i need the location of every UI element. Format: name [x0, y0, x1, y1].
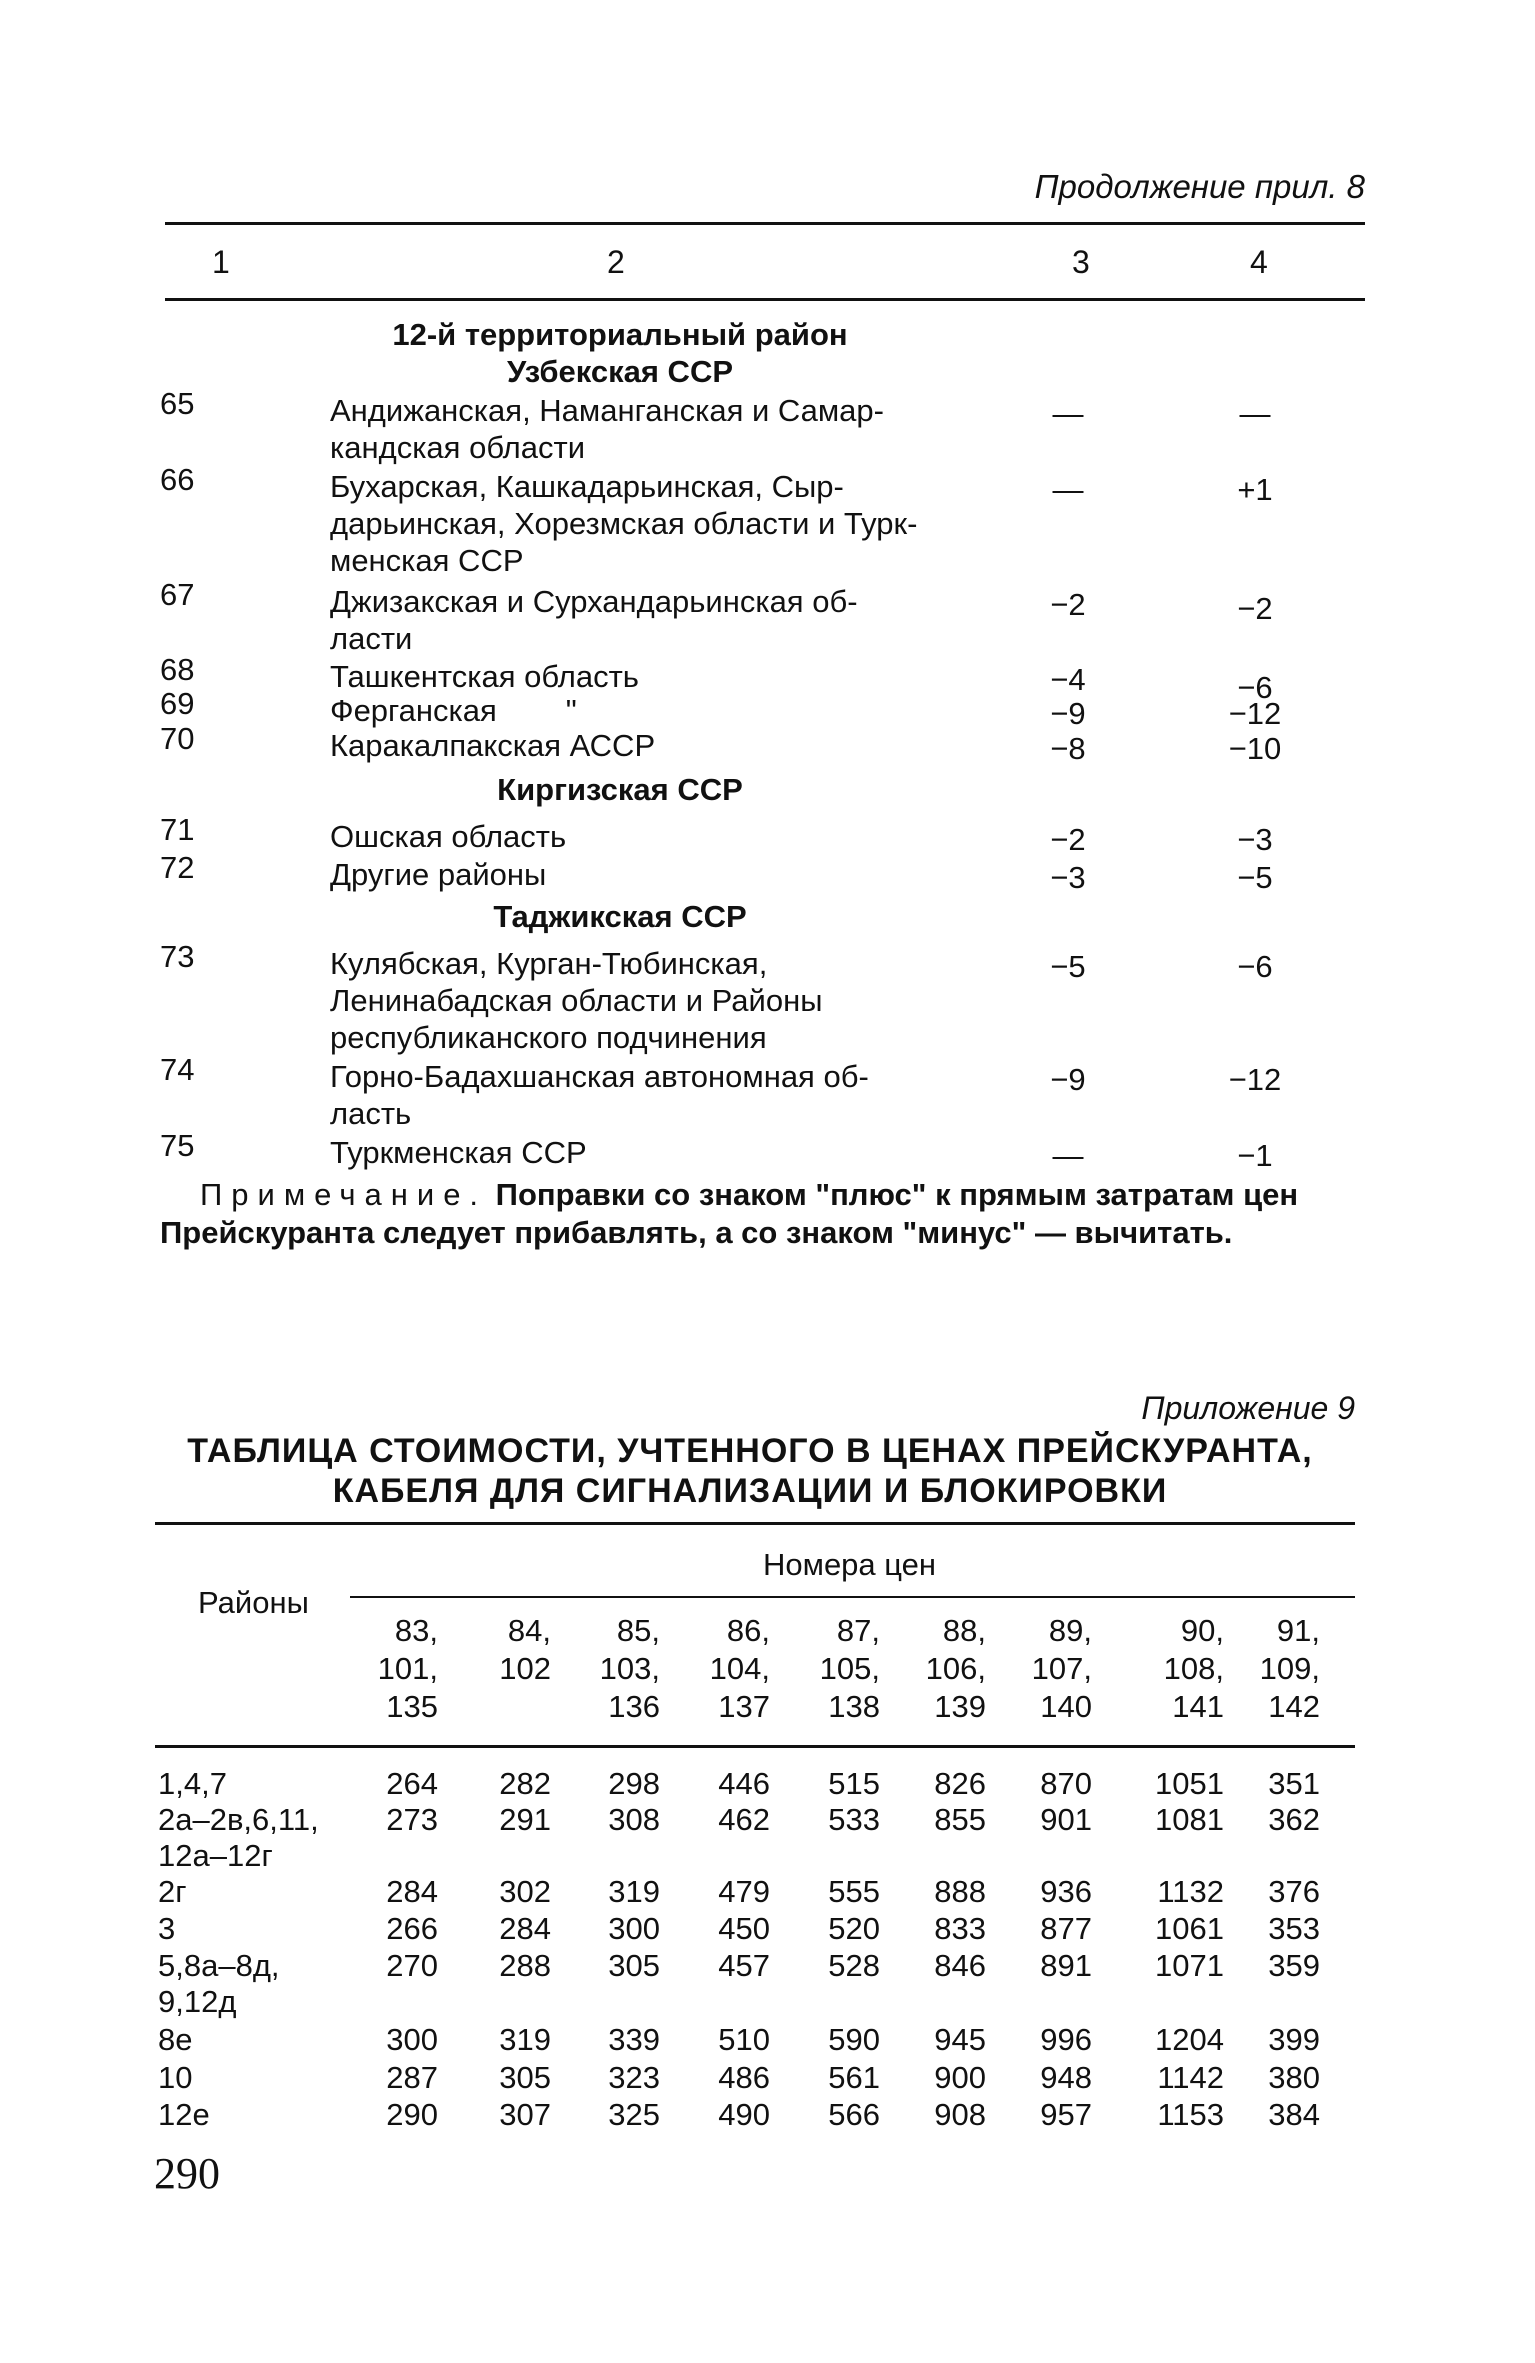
- table1-header-col3: 3: [1072, 244, 1090, 280]
- region-label: 8е: [158, 2022, 193, 2057]
- row-description: Ошская область: [330, 819, 567, 854]
- table1-top-rule: [165, 222, 1365, 225]
- row-value-col4: −3: [1237, 822, 1273, 857]
- price-number-column-header: [1220, 1612, 1320, 1726]
- price-number-column-header: [992, 1612, 1092, 1726]
- row-number: 74: [160, 1052, 195, 1087]
- price-number-column-header: [670, 1612, 770, 1726]
- price-value: 462: [718, 1802, 770, 1837]
- row-value-col4: —: [1239, 396, 1271, 431]
- price-value: 384: [1268, 2097, 1320, 2132]
- price-value: 376: [1268, 1874, 1320, 1909]
- row-value-col3: −3: [1050, 860, 1086, 895]
- row-number: 69: [160, 686, 195, 721]
- price-number-column-header: [560, 1612, 660, 1726]
- price-value: 1081: [1155, 1802, 1224, 1837]
- price-value: 945: [934, 2022, 986, 2057]
- price-value: 561: [828, 2060, 880, 2095]
- price-value: 996: [1040, 2022, 1092, 2057]
- price-value: 399: [1268, 2022, 1320, 2057]
- price-value: 305: [608, 1948, 660, 1983]
- row-value-col4: −6: [1237, 670, 1273, 705]
- price-value: 1204: [1155, 2022, 1224, 2057]
- price-value: 298: [608, 1766, 660, 1801]
- price-value: 891: [1040, 1948, 1092, 1983]
- price-number-column-header: [451, 1612, 551, 1726]
- page-number: 290: [154, 2149, 220, 2198]
- row-description: Кулябская, Курган-Тюбинская, Ленинабадская области и Районы республиканского подчинения: [330, 946, 823, 1055]
- table1-header-rule: [165, 298, 1365, 301]
- price-value: 1061: [1155, 1911, 1224, 1946]
- row-description: Другие районы: [330, 857, 547, 892]
- price-number: 141: [1172, 1689, 1224, 1724]
- price-number: 103,: [599, 1651, 660, 1686]
- row-value-col4: −12: [1228, 1062, 1282, 1097]
- row-value-col3: —: [1052, 1138, 1084, 1173]
- table2-top-rule: [155, 1522, 1355, 1525]
- price-value: 307: [499, 2097, 551, 2132]
- price-value: 284: [499, 1911, 551, 1946]
- appendix-title-line1: ТАБЛИЦА СТОИМОСТИ, УЧТЕННОГО В ЦЕНАХ ПРЕЙСКУРАНТА,: [187, 1432, 1313, 1470]
- price-number: 142: [1268, 1689, 1320, 1724]
- price-value: 1051: [1155, 1766, 1224, 1801]
- table2-header-rule: [155, 1745, 1355, 1748]
- price-number-column-header: [780, 1612, 880, 1726]
- price-number: 89,: [1048, 1613, 1092, 1648]
- price-value: 1071: [1155, 1948, 1224, 1983]
- row-number: 66: [160, 462, 195, 497]
- price-number: 91,: [1276, 1613, 1320, 1648]
- row-value-col4: −10: [1228, 731, 1282, 766]
- price-number: 86,: [726, 1613, 770, 1648]
- row-value-col3: —: [1052, 396, 1084, 431]
- price-value: 273: [386, 1802, 438, 1837]
- row-number: 75: [160, 1128, 195, 1163]
- row-value-col4: −2: [1237, 591, 1273, 626]
- region-label: 2г: [158, 1874, 187, 1909]
- region-label: 2а–2в,6,11, 12а–12г: [158, 1802, 319, 1873]
- price-value: 359: [1268, 1948, 1320, 1983]
- price-number-column-header: [886, 1612, 986, 1726]
- section-title: Таджикская ССР: [493, 899, 747, 934]
- price-value: 555: [828, 1874, 880, 1909]
- appendix-title-line2: КАБЕЛЯ ДЛЯ СИГНАЛИЗАЦИИ И БЛОКИРОВКИ: [332, 1472, 1168, 1510]
- price-number: 106,: [925, 1651, 986, 1686]
- price-value: 1153: [1157, 2097, 1224, 2132]
- row-description: Туркменская ССР: [330, 1135, 587, 1170]
- row-value-col4: +1: [1237, 472, 1273, 507]
- table1-note: [160, 1176, 1299, 1252]
- price-value: 457: [718, 1948, 770, 1983]
- price-value: 290: [386, 2097, 438, 2132]
- row-number: 67: [160, 577, 195, 612]
- price-value: 846: [934, 1948, 986, 1983]
- price-value: 325: [608, 2097, 660, 2132]
- row-value-col4: −1: [1237, 1138, 1273, 1173]
- price-value: 877: [1040, 1911, 1092, 1946]
- row-description: Бухарская, Кашкадарьинская, Сыр- дарьинская, Хорезмская области и Турк- менская ССР: [330, 469, 918, 578]
- row-value-col3: −9: [1050, 1062, 1086, 1097]
- row-description: Каракалпакская АССР: [330, 728, 656, 763]
- region-label: 1,4,7: [158, 1766, 227, 1801]
- price-value: 362: [1268, 1802, 1320, 1837]
- price-value: 323: [608, 2060, 660, 2095]
- price-number-column-header: [338, 1612, 438, 1726]
- price-value: 284: [386, 1874, 438, 1909]
- price-value: 855: [934, 1802, 986, 1837]
- note-line1: Поправки со знаком "плюс" к прямым затратам цен: [495, 1177, 1299, 1212]
- price-value: 957: [1040, 2097, 1092, 2132]
- price-number: 101,: [377, 1651, 438, 1686]
- row-description: Андижанская, Наманганская и Самар- кандская области: [330, 393, 884, 465]
- price-value: 264: [386, 1766, 438, 1801]
- region-label: 10: [158, 2060, 193, 2095]
- price-number: 107,: [1031, 1651, 1092, 1686]
- price-number: 138: [828, 1689, 880, 1724]
- price-number: 139: [934, 1689, 986, 1724]
- row-value-col3: −9: [1050, 696, 1086, 731]
- price-value: 1142: [1157, 2060, 1224, 2095]
- note-line2: Прейскуранта следует прибавлять, а со знаком "минус" — вычитать.: [160, 1215, 1233, 1250]
- row-description: Ташкентская область: [330, 659, 639, 694]
- price-number: [451, 1688, 551, 1726]
- price-number: 104,: [709, 1651, 770, 1686]
- price-value: 305: [499, 2060, 551, 2095]
- table1-header-col2: 2: [607, 244, 625, 280]
- price-value: 300: [386, 2022, 438, 2057]
- row-number: 70: [160, 721, 195, 756]
- price-value: 900: [934, 2060, 986, 2095]
- price-value: 901: [1040, 1802, 1092, 1837]
- row-value-col3: −5: [1050, 949, 1086, 984]
- table1-header-col4: 4: [1250, 244, 1268, 280]
- price-number: 88,: [942, 1613, 986, 1648]
- price-value: 351: [1268, 1766, 1320, 1801]
- appendix-label: Приложение 9: [1141, 1390, 1355, 1426]
- price-number-column-header: [1124, 1612, 1224, 1726]
- row-number: 68: [160, 652, 195, 687]
- price-value: 282: [499, 1766, 551, 1801]
- price-value: 319: [608, 1874, 660, 1909]
- row-description: Ферганская ": [330, 693, 577, 728]
- price-value: 486: [718, 2060, 770, 2095]
- price-value: 446: [718, 1766, 770, 1801]
- price-number: 136: [608, 1689, 660, 1724]
- price-value: 888: [934, 1874, 986, 1909]
- continuation-label: Продолжение прил. 8: [1034, 168, 1365, 205]
- price-value: 528: [828, 1948, 880, 1983]
- row-description: Джизакская и Сурхандарьинская об- ласти: [330, 584, 858, 656]
- price-value: 308: [608, 1802, 660, 1837]
- price-number: 140: [1040, 1689, 1092, 1724]
- price-number: 90,: [1180, 1613, 1224, 1648]
- price-number: 109,: [1259, 1651, 1320, 1686]
- price-value: 533: [828, 1802, 880, 1837]
- price-number: 85,: [616, 1613, 660, 1648]
- row-number: 73: [160, 939, 195, 974]
- row-number: 65: [160, 386, 195, 421]
- price-number: 137: [718, 1689, 770, 1724]
- price-value: 936: [1040, 1874, 1092, 1909]
- region-label: 5,8а–8д, 9,12д: [158, 1948, 280, 2019]
- price-value: 353: [1268, 1911, 1320, 1946]
- price-value: 833: [934, 1911, 986, 1946]
- price-value: 1132: [1157, 1874, 1224, 1909]
- price-value: 319: [499, 2022, 551, 2057]
- price-value: 380: [1268, 2060, 1320, 2095]
- price-number: 83,: [394, 1613, 438, 1648]
- price-value: 270: [386, 1948, 438, 1983]
- row-value-col3: −4: [1050, 662, 1086, 697]
- region-label: 12е: [158, 2097, 210, 2132]
- price-value: 490: [718, 2097, 770, 2132]
- price-value: 510: [718, 2022, 770, 2057]
- table1-header-col1: 1: [212, 244, 230, 280]
- price-value: 300: [608, 1911, 660, 1946]
- row-number: 72: [160, 850, 195, 885]
- row-value-col4: −5: [1237, 860, 1273, 895]
- price-value: 908: [934, 2097, 986, 2132]
- row-value-col4: −6: [1237, 949, 1273, 984]
- region-label: 3: [158, 1911, 176, 1946]
- price-number: 105,: [819, 1651, 880, 1686]
- price-number: 87,: [836, 1613, 880, 1648]
- row-value-col3: −2: [1050, 587, 1086, 622]
- table2-header-subrule: [350, 1596, 1355, 1598]
- price-value: 948: [1040, 2060, 1092, 2095]
- price-value: 520: [828, 1911, 880, 1946]
- section-title: 12-й территориальный район Узбекская ССР: [392, 317, 848, 389]
- section-title: Киргизская ССР: [497, 772, 743, 807]
- price-value: 826: [934, 1766, 986, 1801]
- price-value: 450: [718, 1911, 770, 1946]
- price-number: 108,: [1163, 1651, 1224, 1686]
- row-value-col4: −12: [1228, 696, 1282, 731]
- price-value: 515: [828, 1766, 880, 1801]
- price-number: 102: [499, 1651, 551, 1686]
- price-value: 302: [499, 1874, 551, 1909]
- price-value: 479: [718, 1874, 770, 1909]
- row-value-col3: −2: [1050, 822, 1086, 857]
- table2-prices-header: Номера цен: [763, 1547, 937, 1582]
- price-value: 566: [828, 2097, 880, 2132]
- price-value: 339: [608, 2022, 660, 2057]
- note-label: Примечание.: [200, 1177, 488, 1212]
- price-value: 590: [828, 2022, 880, 2057]
- table2-regions-header: Районы: [198, 1585, 309, 1620]
- price-value: 291: [499, 1802, 551, 1837]
- row-description: Горно-Бадахшанская автономная об- ласть: [330, 1059, 869, 1131]
- row-number: 71: [160, 812, 195, 847]
- price-value: 288: [499, 1948, 551, 1983]
- price-value: 287: [386, 2060, 438, 2095]
- row-value-col3: −8: [1050, 731, 1086, 766]
- price-value: 266: [386, 1911, 438, 1946]
- price-number: 84,: [507, 1613, 551, 1648]
- price-value: 870: [1040, 1766, 1092, 1801]
- price-number: 135: [386, 1689, 438, 1724]
- row-value-col3: —: [1052, 472, 1084, 507]
